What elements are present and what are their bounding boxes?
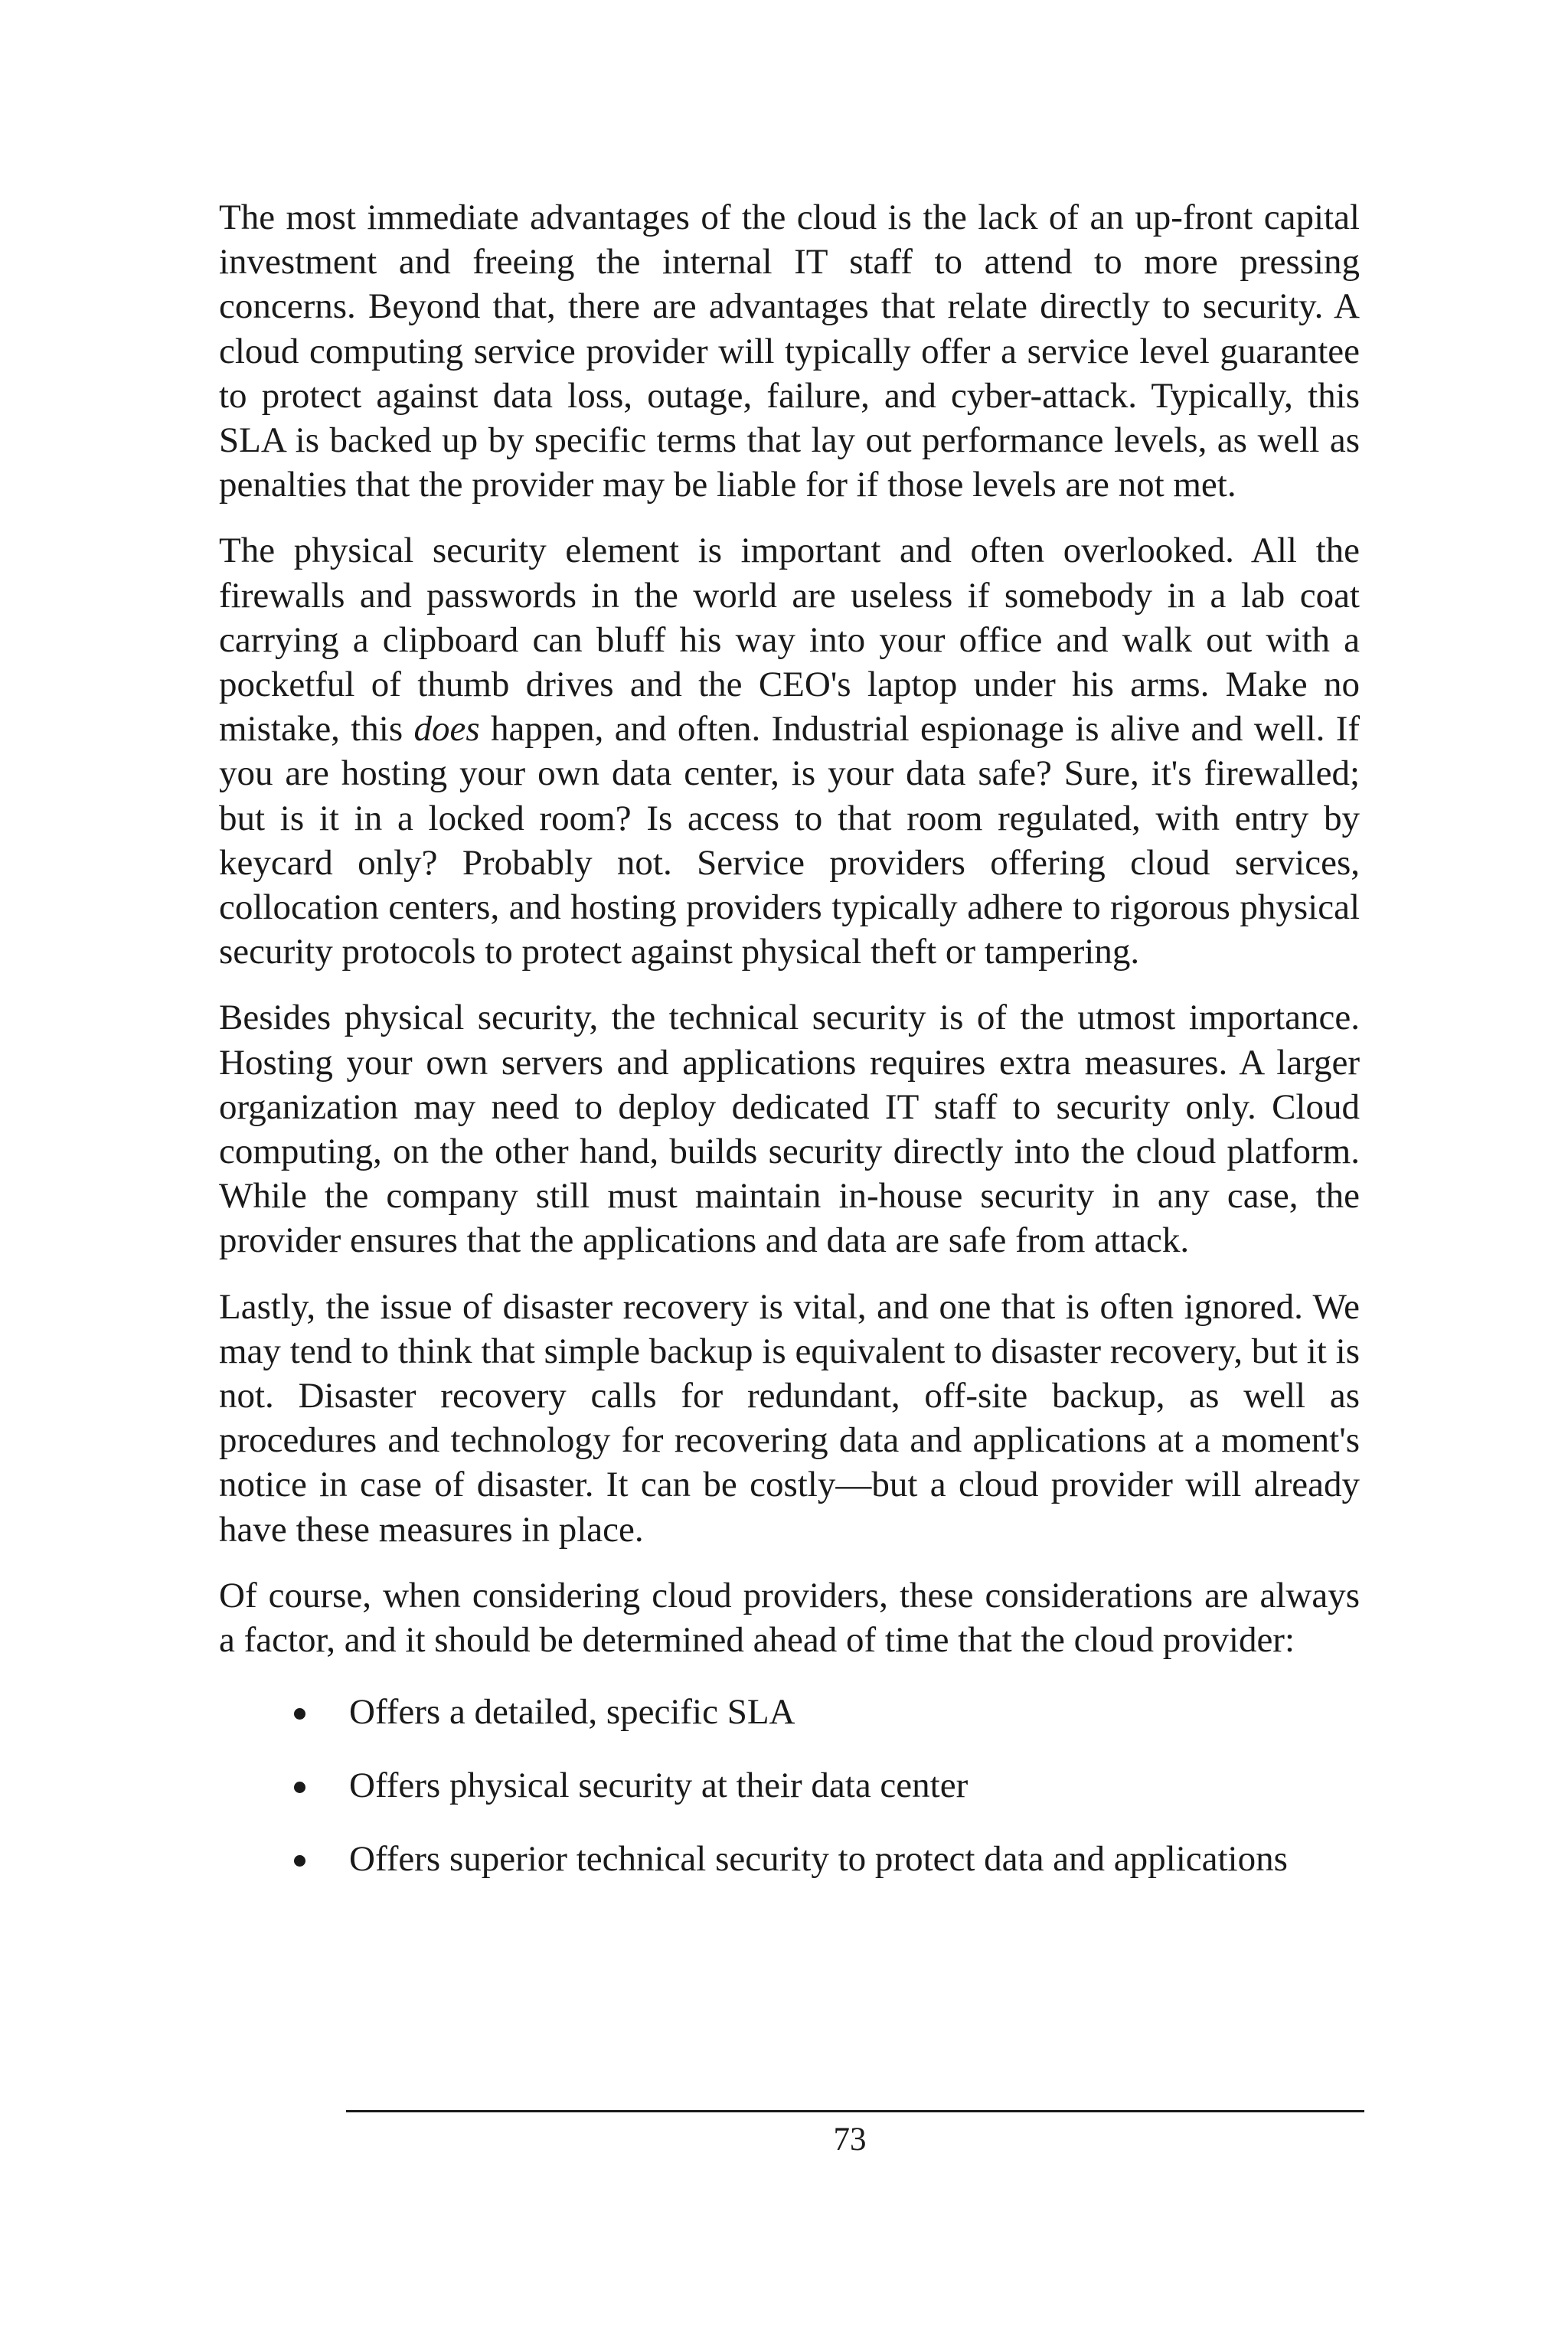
paragraph-cloud-advantages: The most immediate advantages of the cloud is the lack of an up-front capital investment and freeing the internal IT staff to attend to more pressing concerns. Beyond that, there are advantages that relate directly to security. A cloud computing service provider will typically offer a service level guarantee to protect against data loss, outage, failure, and cyber-attack. Typically, this SLA is backed up by specific terms that lay out performance levels, as well as penalties that the provider may be liable for if those levels are not met. — [219, 198, 1360, 505]
footer-divider — [346, 2110, 1364, 2112]
bullet-icon — [294, 1855, 305, 1867]
paragraph-technical-security: Besides physical security, the technical security is of the utmost importance. Hosting your own servers and applications requires extra measures. A larger organization may need to deploy dedicated IT staff to security only. Cloud computing, on the other hand, builds security directly into the cloud platform. While the company still must maintain in-house security in any case, the provider ensures that the applications and data are safe from attack. — [219, 998, 1360, 1261]
page-number: 73 — [833, 2122, 867, 2158]
paragraph-physical-security-part-2: happen, and often. Industrial espionage is alive and well. If you are hosting your own data center, is your data safe? Sure, it's firewalled; but is it in a locked room? Is access to that room regulated, with entry by keycard only? Probably not. Service providers offering cloud services, collocation centers, and hosting providers typically adhere to rigorous physical security protocols to protect against physical theft or tampering. — [219, 709, 1361, 972]
bullet-icon — [294, 1708, 305, 1720]
list-item — [219, 1690, 1360, 1734]
provider-requirements-list — [219, 1690, 1360, 1881]
list-item-text: Offers superior technical security to protect data and applications — [349, 1839, 1288, 1880]
paragraph-physical-security-part-1: The physical security element is important and often overlooked. All the firewalls and passwords in the world are useless if somebody in a lab coat carrying a clipboard can bluff his way into your office and walk out with a pocketful of thumb drives and the CEO's laptop under his arms. Make no mistake, this — [219, 531, 1360, 750]
list-item — [219, 1837, 1360, 1881]
paragraph-physical-security — [219, 528, 1360, 974]
list-item-text: Offers physical security at their data center — [349, 1766, 969, 1806]
bullet-icon — [294, 1782, 305, 1793]
list-item — [219, 1763, 1360, 1808]
emphasis-does: does — [413, 709, 480, 750]
paragraph-provider-considerations: Of course, when considering cloud providers, these considerations are always a factor, and it should be determined ahead of time that the cloud provider: — [219, 1575, 1360, 1661]
page-body — [219, 195, 1360, 1910]
list-item-text: Offers a detailed, specific SLA — [349, 1692, 795, 1733]
paragraph-disaster-recovery: Lastly, the issue of disaster recovery is vital, and one that is often ignored. We may tend to think that simple backup is equivalent to disaster recovery, but it is not. Disaster recovery calls for redundant, off-site backup, as well as procedures and technology for recovering data and applications at a moment's notice in case of disaster. It can be costly—but a cloud provider will already have these measures in place. — [219, 1286, 1360, 1550]
